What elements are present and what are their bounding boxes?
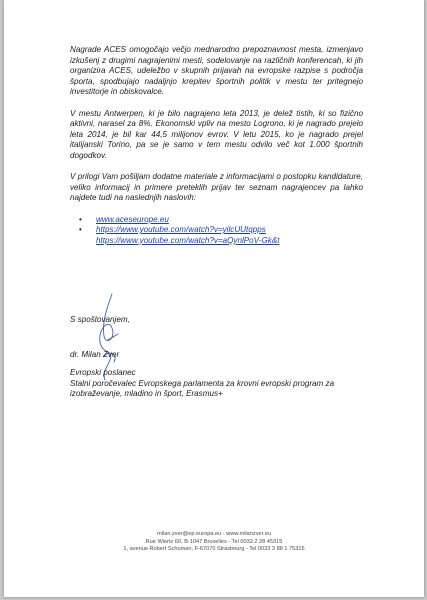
- footer-brussels-address: Rue Wiertz 60, B-1047 Bruxelles - Tel 0032 2 28 45315: [145, 538, 283, 545]
- footer-email-web: milan.zver@ep.europa.eu - www.milanzver.eu: [157, 531, 271, 537]
- contact-footer: [64, 531, 364, 554]
- list-item: [96, 225, 363, 236]
- list-item: [96, 236, 363, 247]
- signatory-role: [70, 368, 370, 400]
- role-line: Evropski poslanec: [70, 368, 136, 377]
- paragraph-attachments: V prilogi Vam pošiljam dodatne materiale z informacijami o postopku kandidature, veliko informacij in primere preteklih prijav ter seznam nagrajencev pa lahko najdete tudi na naslednjih naslovih:: [70, 172, 363, 203]
- closing-salutation: S spoštovanjem,: [70, 315, 130, 324]
- document-page: [4, 0, 424, 597]
- footer-strasbourg-address: 1, avenue Robert Schuman, F-67070 Strasbourg - Tel 0033 3 88 1 75315: [123, 546, 305, 553]
- letter-body: [70, 45, 363, 246]
- role-line: izobraževanje, mladino in šport, Erasmus+: [70, 389, 223, 399]
- youtube-link-2[interactable]: https://www.youtube.com/watch?v=aQynlPoV-Gk&t: [96, 235, 280, 245]
- paragraph-city-examples: V mestu Antwerpen, ki je bilo nagrajeno leta 2013, je delež tistih, ki so fizično aktivni, narasel za 8%. Ekonomski vpliv na mesto Logrono, ki je nagrado prejelo leta 2014, je bil kar 44,5 milijonov evrov. V letu 2015, ko je nagrado prejel italijanski Torino, pa se je samo v tem mestu odvilo več kot 1.000 športnih dogodkov.: [70, 108, 363, 160]
- youtube-link-1[interactable]: https://www.youtube.com/watch?v=yilcUUtqpps: [96, 225, 266, 235]
- list-item: [96, 215, 363, 226]
- signatory-name: dr. Milan Zver: [70, 350, 120, 359]
- paragraph-aces-benefits: Nagrade ACES omogočajo večjo mednarodno prepoznavnost mesta, izmenjavo izkušenj z drugimi nagrajenimi mesti, sodelovanje na različnih konferencah, ki jih organizira ACES, udeležbo v skupnih prijavah na evropske razpise s področja športa, spodbujajo nadaljnjo krepitev športnih politik v mestu ter pritegnejo investitorje in obiskovalce.: [70, 45, 363, 97]
- link-list: [70, 215, 363, 247]
- aceseurope-link[interactable]: www.aceseurope.eu: [96, 214, 169, 224]
- role-line: Stalni poročevalec Evropskega parlamenta za krovni evropski program za: [70, 378, 335, 388]
